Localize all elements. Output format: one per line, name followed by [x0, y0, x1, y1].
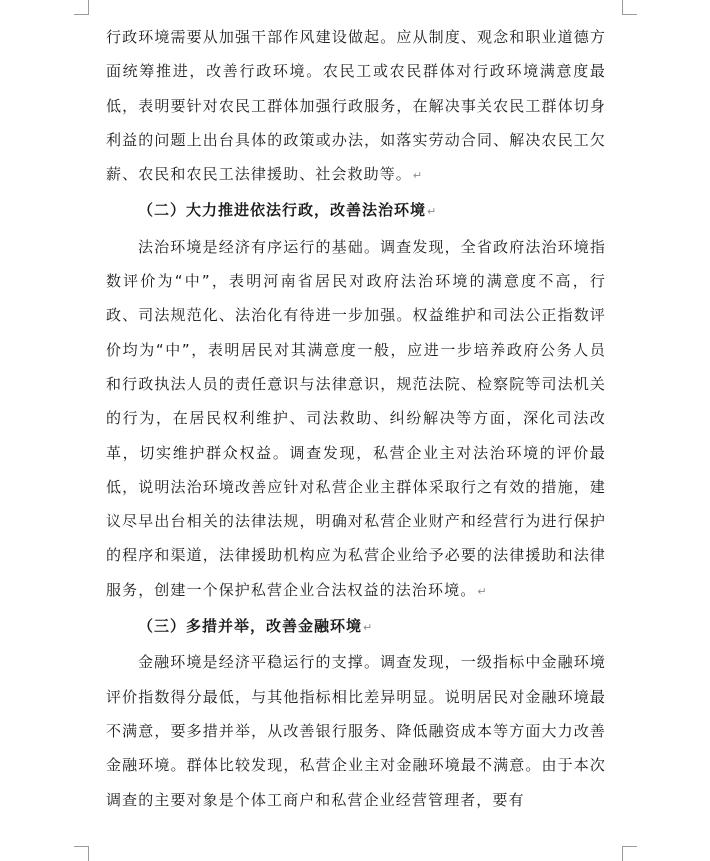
paragraph-financial-environment[interactable] [106, 645, 606, 818]
crop-mark-top-left [88, 0, 89, 14]
heading-text: （三）多措并举，改善金融环境 [138, 617, 363, 636]
paragraph-mark-icon: ↵ [363, 621, 373, 635]
paragraph-mark-icon: ↵ [412, 169, 423, 183]
crop-mark-top-right [622, 14, 637, 15]
document-body[interactable] [106, 20, 606, 819]
section-heading-financial[interactable] [106, 609, 606, 645]
paragraph-text: 金融环境是经济平稳运行的支撑。调查发现，一级指标中金融环境评价指数得分最低，与其他指标相比差异明显。说明居民对金融环境最不满意，要多措并举，从改善银行服务、降低融资成本等方面大力改善金融环境。群体比较发现，私营企业主对金融环境最不满意。由于本次调查的主要对象是个体工商户和私营企业经营管理者，要有 [106, 653, 606, 809]
crop-mark-bottom-left [74, 846, 89, 847]
paragraph-admin-environment[interactable] [106, 20, 606, 193]
crop-mark-bottom-right [622, 846, 637, 847]
section-heading-rule-of-law[interactable] [106, 193, 606, 229]
paragraph-text: 法治环境是经济有序运行的基础。调查发现，全省政府法治环境指数评价为“中”，表明河南省居民对政府法治环境的满意度不高，行政、司法规范化、法治化有待进一步加强。权益维护和司法公正指数评价均为“中”，表明居民对其满意度一般，应进一步培养政府公务人员和行政执法人员的责任意识与法律意识，规范法院、检察院等司法机关的行为，在居民权利维护、司法救助、纠纷解决等方面，深化司法改革，切实维护群众权益。调查发现，私营企业主对法治环境的评价最低，说明法治环境改善应针对私营企业主群体采取行之有效的措施，建议尽早出台相关的法律法规，明确对私营企业财产和经营行为进行保护的程序和渠道，法律援助机构应为私营企业给予必要的法律援助和法律服务，创建一个保护私营企业合法权益的法治环境。 [106, 237, 606, 599]
crop-mark-top-left [74, 14, 89, 15]
paragraph-text: 行政环境需要从加强干部作风建设做起。应从制度、观念和职业道德方面统筹推进，改善行政环境。农民工或农民群体对行政环境满意度最低，表明要针对农民工群体加强行政服务，在解决事关农民工群体切身利益的问题上出台具体的政策或办法，如落实劳动合同、解决农民工欠薪、农民和农民工法律援助、社会救助等。 [106, 28, 606, 184]
paragraph-mark-icon: ↵ [427, 205, 437, 219]
crop-mark-bottom-left [88, 846, 89, 861]
crop-mark-bottom-right [622, 846, 623, 861]
heading-text: （二）大力推进依法行政，改善法治环境 [138, 201, 427, 220]
paragraph-rule-of-law-environment[interactable] [106, 230, 606, 609]
crop-mark-top-right [622, 0, 623, 14]
paragraph-mark-icon: ↵ [477, 584, 487, 598]
